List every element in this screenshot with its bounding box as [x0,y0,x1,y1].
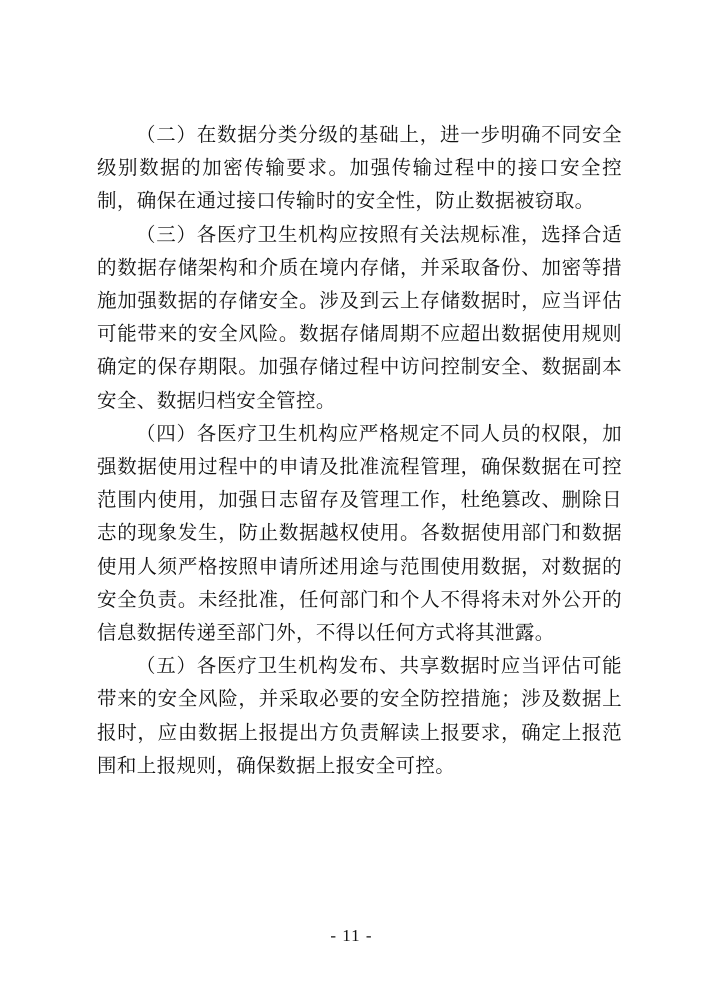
page-number: - 11 - [330,926,373,945]
document-body [97,118,622,782]
paragraph-4: （四）各医疗卫生机构应严格规定不同人员的权限，加强数据使用过程中的申请及批准流程管理，确保数据在可控范围内使用，加强日志留存及管理工作，杜绝篡改、删除日志的现象发生，防止数据越权使用。各数据使用部门和数据使用人须严格按照申请所述用途与范围使用数据，对数据的安全负责。未经批准，任何部门和个人不得将未对外公开的信息数据传递至部门外，不得以任何方式将其泄露。 [97,421,622,645]
paragraph-3: （三）各医疗卫生机构应按照有关法规标准，选择合适的数据存储架构和介质在境内存储，并采取备份、加密等措施加强数据的存储安全。涉及到云上存储数据时，应当评估可能带来的安全风险。数据存储周期不应超出数据使用规则确定的保存期限。加强存储过程中访问控制安全、数据副本安全、数据归档安全管控。 [97,222,622,412]
paragraph-2: （二）在数据分类分级的基础上，进一步明确不同安全级别数据的加密传输要求。加强传输过程中的接口安全控制，确保在通过接口传输时的安全性，防止数据被窃取。 [97,123,622,213]
paragraph-5: （五）各医疗卫生机构发布、共享数据时应当评估可能带来的安全风险，并采取必要的安全防控措施；涉及数据上报时，应由数据上报提出方负责解读上报要求，确定上报范围和上报规则，确保数据上报安全可控。 [97,654,622,777]
